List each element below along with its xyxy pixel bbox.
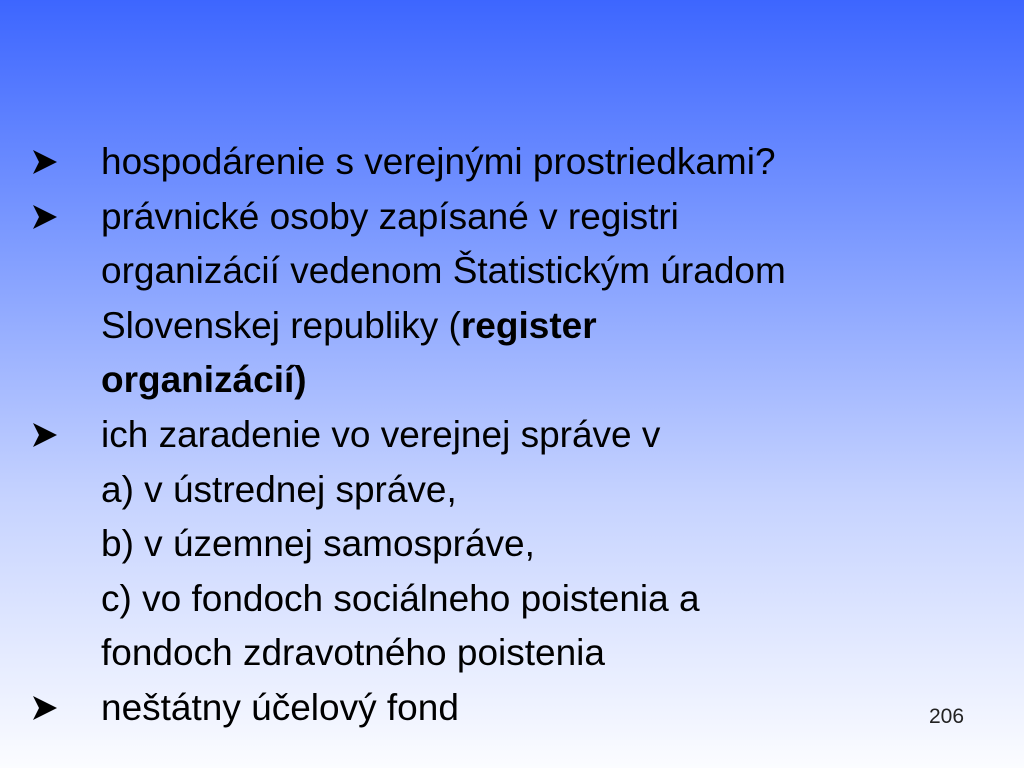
bullet-text: neštátny účelový fond xyxy=(101,686,459,728)
bold-text: organizácií) xyxy=(101,359,307,401)
bullet-item xyxy=(28,135,988,190)
sub-item-text: c) vo fondoch sociálneho poistenia a xyxy=(101,577,700,619)
arrow-bullet-icon xyxy=(28,681,68,735)
bullet-text: hospodárenie s verejnými prostriedkami? xyxy=(101,141,776,182)
bullet-item xyxy=(28,408,988,681)
bullet-item xyxy=(28,190,988,408)
bullet-text: Slovenskej republiky ( xyxy=(101,304,461,346)
bullet-text-mixed xyxy=(101,299,988,354)
bullet-text: právnické osoby zapísané v registri xyxy=(101,195,679,237)
sub-item-text: b) v územnej samospráve, xyxy=(101,523,535,565)
arrow-bullet-icon xyxy=(28,190,68,244)
bullet-list xyxy=(28,135,988,736)
arrow-bullet-icon xyxy=(28,408,68,462)
bullet-text: organizácií vedenom Štatistickým úradom xyxy=(101,250,786,292)
bold-text: register xyxy=(460,304,597,346)
sub-item-text: fondoch zdravotného poistenia xyxy=(101,632,605,674)
bullet-item xyxy=(28,681,988,736)
bullet-text: ich zaradenie vo verejnej správe v xyxy=(101,413,661,455)
page-number: 206 xyxy=(929,705,965,728)
arrow-bullet-icon xyxy=(28,135,68,189)
sub-item-text: a) v ústrednej správe, xyxy=(101,468,457,510)
